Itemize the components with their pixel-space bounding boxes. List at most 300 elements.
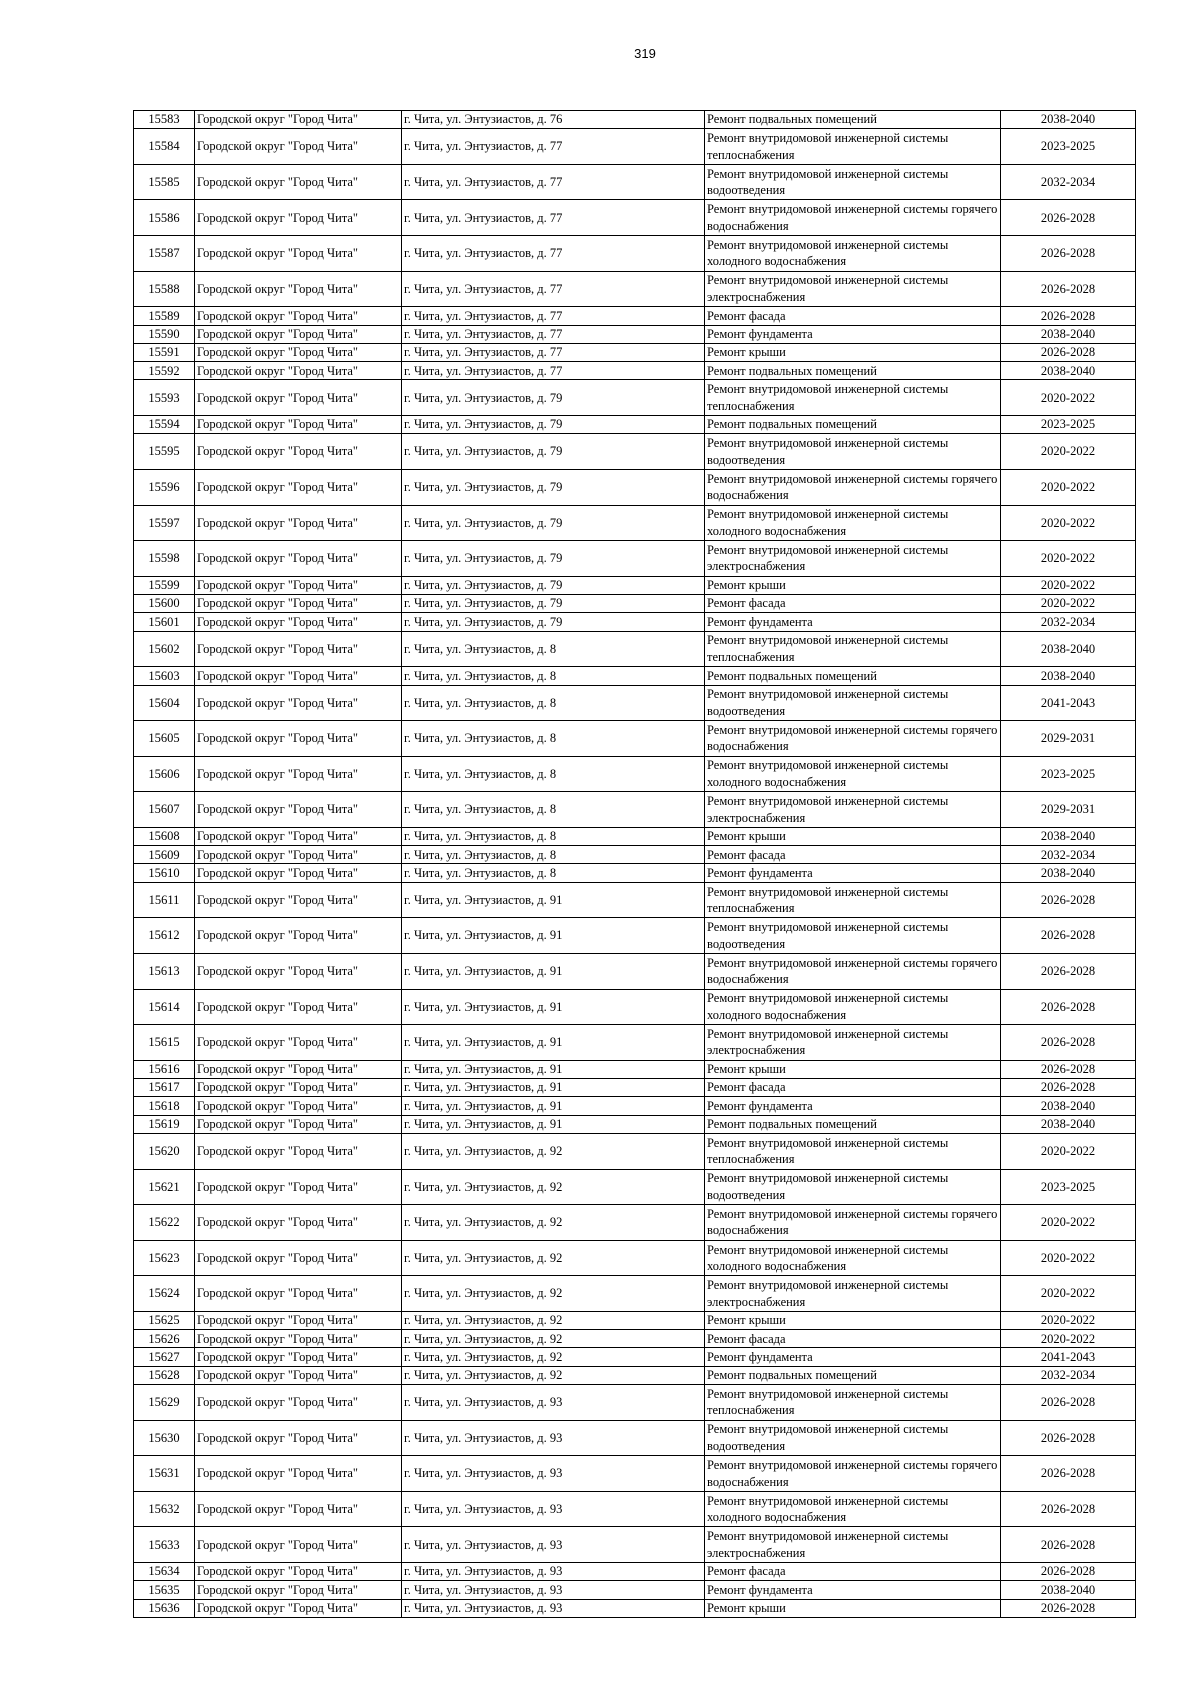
municipality-cell: Городской округ "Город Чита" — [195, 1079, 402, 1097]
address-cell: г. Чита, ул. Энтузиастов, д. 92 — [402, 1133, 705, 1169]
row-number: 15583 — [134, 111, 195, 129]
work-type-cell: Ремонт подвальных помещений — [705, 362, 1001, 380]
row-number: 15595 — [134, 434, 195, 470]
table-row — [134, 1115, 1136, 1133]
municipality-cell: Городской округ "Город Чита" — [195, 362, 402, 380]
table-row — [134, 1456, 1136, 1492]
table-row — [134, 1311, 1136, 1329]
period-cell: 2020-2022 — [1001, 1133, 1136, 1169]
row-number: 15612 — [134, 918, 195, 954]
address-cell: г. Чита, ул. Энтузиастов, д. 91 — [402, 989, 705, 1025]
table-row — [134, 362, 1136, 380]
row-number: 15622 — [134, 1205, 195, 1241]
table-row — [134, 1581, 1136, 1599]
work-type-cell: Ремонт внутридомовой инженерной системы теплоснабжения — [705, 129, 1001, 165]
period-cell: 2020-2022 — [1001, 469, 1136, 505]
work-type-cell: Ремонт подвальных помещений — [705, 416, 1001, 434]
municipality-cell: Городской округ "Город Чита" — [195, 864, 402, 882]
period-cell: 2032-2034 — [1001, 1366, 1136, 1384]
work-type-cell: Ремонт внутридомовой инженерной системы водоотведения — [705, 685, 1001, 721]
work-type-cell: Ремонт внутридомовой инженерной системы холодного водоснабжения — [705, 989, 1001, 1025]
period-cell: 2026-2028 — [1001, 1456, 1136, 1492]
row-number: 15585 — [134, 164, 195, 200]
municipality-cell: Городской округ "Город Чита" — [195, 631, 402, 667]
table-row — [134, 576, 1136, 594]
table-row — [134, 953, 1136, 989]
table-row — [134, 864, 1136, 882]
municipality-cell: Городской округ "Город Чита" — [195, 505, 402, 541]
period-cell: 2023-2025 — [1001, 129, 1136, 165]
address-cell: г. Чита, ул. Энтузиастов, д. 91 — [402, 1079, 705, 1097]
period-cell: 2032-2034 — [1001, 164, 1136, 200]
period-cell: 2029-2031 — [1001, 792, 1136, 828]
period-cell: 2026-2028 — [1001, 882, 1136, 918]
row-number: 15634 — [134, 1563, 195, 1581]
address-cell: г. Чита, ул. Энтузиастов, д. 77 — [402, 164, 705, 200]
municipality-cell: Городской округ "Город Чита" — [195, 576, 402, 594]
address-cell: г. Чита, ул. Энтузиастов, д. 79 — [402, 541, 705, 577]
table-row — [134, 469, 1136, 505]
period-cell: 2023-2025 — [1001, 1169, 1136, 1205]
address-cell: г. Чита, ул. Энтузиастов, д. 92 — [402, 1330, 705, 1348]
work-type-cell: Ремонт внутридомовой инженерной системы электроснабжения — [705, 1527, 1001, 1563]
row-number: 15616 — [134, 1060, 195, 1078]
municipality-cell: Городской округ "Город Чита" — [195, 1133, 402, 1169]
work-type-cell: Ремонт крыши — [705, 576, 1001, 594]
row-number: 15599 — [134, 576, 195, 594]
address-cell: г. Чита, ул. Энтузиастов, д. 8 — [402, 667, 705, 685]
municipality-cell: Городской округ "Город Чита" — [195, 827, 402, 845]
municipality-cell: Городской округ "Город Чита" — [195, 1169, 402, 1205]
municipality-cell: Городской округ "Город Чита" — [195, 343, 402, 361]
municipality-cell: Городской округ "Город Чита" — [195, 325, 402, 343]
municipality-cell: Городской округ "Город Чита" — [195, 953, 402, 989]
period-cell: 2038-2040 — [1001, 1097, 1136, 1115]
row-number: 15611 — [134, 882, 195, 918]
municipality-cell: Городской округ "Город Чита" — [195, 613, 402, 631]
address-cell: г. Чита, ул. Энтузиастов, д. 8 — [402, 721, 705, 757]
row-number: 15629 — [134, 1385, 195, 1421]
table-row — [134, 1240, 1136, 1276]
municipality-cell: Городской округ "Город Чита" — [195, 164, 402, 200]
table-row — [134, 1366, 1136, 1384]
address-cell: г. Чита, ул. Энтузиастов, д. 92 — [402, 1240, 705, 1276]
work-type-cell: Ремонт фундамента — [705, 1348, 1001, 1366]
municipality-cell: Городской округ "Город Чита" — [195, 541, 402, 577]
municipality-cell: Городской округ "Город Чита" — [195, 236, 402, 272]
row-number: 15623 — [134, 1240, 195, 1276]
period-cell: 2020-2022 — [1001, 380, 1136, 416]
table-row — [134, 792, 1136, 828]
row-number: 15614 — [134, 989, 195, 1025]
row-number: 15619 — [134, 1115, 195, 1133]
table-row — [134, 595, 1136, 613]
table-row — [134, 1599, 1136, 1617]
row-number: 15587 — [134, 236, 195, 272]
address-cell: г. Чита, ул. Энтузиастов, д. 77 — [402, 271, 705, 307]
period-cell: 2023-2025 — [1001, 416, 1136, 434]
row-number: 15593 — [134, 380, 195, 416]
address-cell: г. Чита, ул. Энтузиастов, д. 79 — [402, 416, 705, 434]
address-cell: г. Чита, ул. Энтузиастов, д. 8 — [402, 864, 705, 882]
address-cell: г. Чита, ул. Энтузиастов, д. 92 — [402, 1366, 705, 1384]
row-number: 15602 — [134, 631, 195, 667]
period-cell: 2026-2028 — [1001, 1079, 1136, 1097]
work-type-cell: Ремонт фундамента — [705, 613, 1001, 631]
period-cell: 2038-2040 — [1001, 325, 1136, 343]
work-type-cell: Ремонт подвальных помещений — [705, 1366, 1001, 1384]
row-number: 15604 — [134, 685, 195, 721]
work-type-cell: Ремонт подвальных помещений — [705, 111, 1001, 129]
work-type-cell: Ремонт фасада — [705, 1079, 1001, 1097]
table-row — [134, 1563, 1136, 1581]
table-row — [134, 827, 1136, 845]
municipality-cell: Городской округ "Город Чита" — [195, 129, 402, 165]
row-number: 15597 — [134, 505, 195, 541]
work-type-cell: Ремонт внутридомовой инженерной системы горячего водоснабжения — [705, 1205, 1001, 1241]
table-row — [134, 434, 1136, 470]
municipality-cell: Городской округ "Город Чита" — [195, 792, 402, 828]
address-cell: г. Чита, ул. Энтузиастов, д. 92 — [402, 1276, 705, 1312]
address-cell: г. Чита, ул. Энтузиастов, д. 8 — [402, 685, 705, 721]
work-type-cell: Ремонт фундамента — [705, 1097, 1001, 1115]
address-cell: г. Чита, ул. Энтузиастов, д. 92 — [402, 1311, 705, 1329]
row-number: 15633 — [134, 1527, 195, 1563]
period-cell: 2038-2040 — [1001, 111, 1136, 129]
work-type-cell: Ремонт внутридомовой инженерной системы холодного водоснабжения — [705, 756, 1001, 792]
address-cell: г. Чита, ул. Энтузиастов, д. 76 — [402, 111, 705, 129]
address-cell: г. Чита, ул. Энтузиастов, д. 8 — [402, 756, 705, 792]
row-number: 15613 — [134, 953, 195, 989]
period-cell: 2038-2040 — [1001, 362, 1136, 380]
work-type-cell: Ремонт фундамента — [705, 325, 1001, 343]
row-number: 15606 — [134, 756, 195, 792]
address-cell: г. Чита, ул. Энтузиастов, д. 79 — [402, 613, 705, 631]
period-cell: 2026-2028 — [1001, 271, 1136, 307]
work-type-cell: Ремонт внутридомовой инженерной системы холодного водоснабжения — [705, 1491, 1001, 1527]
period-cell: 2020-2022 — [1001, 1330, 1136, 1348]
table-row — [134, 1079, 1136, 1097]
period-cell: 2026-2028 — [1001, 1025, 1136, 1061]
row-number: 15630 — [134, 1420, 195, 1456]
table-row — [134, 1205, 1136, 1241]
municipality-cell: Городской округ "Город Чита" — [195, 200, 402, 236]
municipality-cell: Городской округ "Город Чита" — [195, 1527, 402, 1563]
work-type-cell: Ремонт внутридомовой инженерной системы электроснабжения — [705, 1025, 1001, 1061]
table-row — [134, 236, 1136, 272]
row-number: 15626 — [134, 1330, 195, 1348]
table-row — [134, 846, 1136, 864]
work-type-cell: Ремонт фасада — [705, 1563, 1001, 1581]
period-cell: 2026-2028 — [1001, 343, 1136, 361]
period-cell: 2020-2022 — [1001, 434, 1136, 470]
table-row — [134, 1169, 1136, 1205]
work-type-cell: Ремонт фасада — [705, 1330, 1001, 1348]
address-cell: г. Чита, ул. Энтузиастов, д. 91 — [402, 1097, 705, 1115]
table-row — [134, 541, 1136, 577]
period-cell: 2026-2028 — [1001, 1563, 1136, 1581]
address-cell: г. Чита, ул. Энтузиастов, д. 93 — [402, 1527, 705, 1563]
table-row — [134, 721, 1136, 757]
period-cell: 2038-2040 — [1001, 667, 1136, 685]
row-number: 15589 — [134, 307, 195, 325]
table-row — [134, 380, 1136, 416]
municipality-cell: Городской округ "Город Чита" — [195, 1311, 402, 1329]
period-cell: 2026-2028 — [1001, 236, 1136, 272]
work-type-cell: Ремонт внутридомовой инженерной системы холодного водоснабжения — [705, 236, 1001, 272]
municipality-cell: Городской округ "Город Чита" — [195, 1276, 402, 1312]
address-cell: г. Чита, ул. Энтузиастов, д. 77 — [402, 343, 705, 361]
address-cell: г. Чита, ул. Энтузиастов, д. 77 — [402, 362, 705, 380]
table-row — [134, 1491, 1136, 1527]
address-cell: г. Чита, ул. Энтузиастов, д. 79 — [402, 576, 705, 594]
work-type-cell: Ремонт крыши — [705, 1599, 1001, 1617]
municipality-cell: Городской округ "Город Чита" — [195, 989, 402, 1025]
work-type-cell: Ремонт фасада — [705, 846, 1001, 864]
work-type-cell: Ремонт крыши — [705, 827, 1001, 845]
work-type-cell: Ремонт внутридомовой инженерной системы горячего водоснабжения — [705, 1456, 1001, 1492]
address-cell: г. Чита, ул. Энтузиастов, д. 92 — [402, 1348, 705, 1366]
row-number: 15625 — [134, 1311, 195, 1329]
municipality-cell: Городской округ "Город Чита" — [195, 1563, 402, 1581]
municipality-cell: Городской округ "Город Чита" — [195, 1599, 402, 1617]
work-type-cell: Ремонт внутридомовой инженерной системы электроснабжения — [705, 792, 1001, 828]
row-number: 15590 — [134, 325, 195, 343]
table-row — [134, 1385, 1136, 1421]
address-cell: г. Чита, ул. Энтузиастов, д. 93 — [402, 1491, 705, 1527]
municipality-cell: Городской округ "Город Чита" — [195, 1581, 402, 1599]
address-cell: г. Чита, ул. Энтузиастов, д. 93 — [402, 1456, 705, 1492]
table-row — [134, 129, 1136, 165]
table-row — [134, 325, 1136, 343]
row-number: 15586 — [134, 200, 195, 236]
period-cell: 2020-2022 — [1001, 1276, 1136, 1312]
municipality-cell: Городской округ "Город Чита" — [195, 434, 402, 470]
municipality-cell: Городской округ "Город Чита" — [195, 595, 402, 613]
address-cell: г. Чита, ул. Энтузиастов, д. 91 — [402, 953, 705, 989]
row-number: 15615 — [134, 1025, 195, 1061]
address-cell: г. Чита, ул. Энтузиастов, д. 93 — [402, 1599, 705, 1617]
municipality-cell: Городской округ "Город Чита" — [195, 1060, 402, 1078]
period-cell: 2020-2022 — [1001, 576, 1136, 594]
municipality-cell: Городской округ "Город Чита" — [195, 1491, 402, 1527]
address-cell: г. Чита, ул. Энтузиастов, д. 77 — [402, 129, 705, 165]
period-cell: 2026-2028 — [1001, 307, 1136, 325]
table-body — [134, 111, 1136, 1618]
work-type-cell: Ремонт фасада — [705, 307, 1001, 325]
address-cell: г. Чита, ул. Энтузиастов, д. 91 — [402, 1060, 705, 1078]
work-type-cell: Ремонт внутридомовой инженерной системы водоотведения — [705, 434, 1001, 470]
row-number: 15592 — [134, 362, 195, 380]
row-number: 15632 — [134, 1491, 195, 1527]
municipality-cell: Городской округ "Город Чита" — [195, 918, 402, 954]
row-number: 15627 — [134, 1348, 195, 1366]
row-number: 15610 — [134, 864, 195, 882]
table-row — [134, 1097, 1136, 1115]
municipality-cell: Городской округ "Город Чита" — [195, 1420, 402, 1456]
table-row — [134, 1420, 1136, 1456]
row-number: 15621 — [134, 1169, 195, 1205]
address-cell: г. Чита, ул. Энтузиастов, д. 79 — [402, 434, 705, 470]
row-number: 15635 — [134, 1581, 195, 1599]
address-cell: г. Чита, ул. Энтузиастов, д. 79 — [402, 505, 705, 541]
table-row — [134, 307, 1136, 325]
work-type-cell: Ремонт внутридомовой инженерной системы электроснабжения — [705, 541, 1001, 577]
table-row — [134, 1276, 1136, 1312]
table-row — [134, 1527, 1136, 1563]
work-type-cell: Ремонт внутридомовой инженерной системы теплоснабжения — [705, 1133, 1001, 1169]
municipality-cell: Городской округ "Город Чита" — [195, 111, 402, 129]
table-row — [134, 989, 1136, 1025]
row-number: 15594 — [134, 416, 195, 434]
repair-schedule-table — [133, 110, 1136, 1618]
work-type-cell: Ремонт внутридомовой инженерной системы теплоснабжения — [705, 631, 1001, 667]
work-type-cell: Ремонт внутридомовой инженерной системы водоотведения — [705, 1169, 1001, 1205]
table-row — [134, 200, 1136, 236]
work-type-cell: Ремонт фундамента — [705, 864, 1001, 882]
address-cell: г. Чита, ул. Энтузиастов, д. 8 — [402, 827, 705, 845]
work-type-cell: Ремонт внутридомовой инженерной системы горячего водоснабжения — [705, 469, 1001, 505]
period-cell: 2026-2028 — [1001, 1527, 1136, 1563]
row-number: 15636 — [134, 1599, 195, 1617]
table-row — [134, 111, 1136, 129]
municipality-cell: Городской округ "Город Чита" — [195, 667, 402, 685]
row-number: 15596 — [134, 469, 195, 505]
work-type-cell: Ремонт внутридомовой инженерной системы горячего водоснабжения — [705, 953, 1001, 989]
table-row — [134, 343, 1136, 361]
work-type-cell: Ремонт крыши — [705, 1060, 1001, 1078]
address-cell: г. Чита, ул. Энтузиастов, д. 77 — [402, 307, 705, 325]
row-number: 15624 — [134, 1276, 195, 1312]
municipality-cell: Городской округ "Город Чита" — [195, 1385, 402, 1421]
municipality-cell: Городской округ "Город Чита" — [195, 1348, 402, 1366]
period-cell: 2020-2022 — [1001, 1240, 1136, 1276]
address-cell: г. Чита, ул. Энтузиастов, д. 91 — [402, 1025, 705, 1061]
table-row — [134, 1025, 1136, 1061]
table-row — [134, 1330, 1136, 1348]
row-number: 15618 — [134, 1097, 195, 1115]
row-number: 15598 — [134, 541, 195, 577]
row-number: 15628 — [134, 1366, 195, 1384]
address-cell: г. Чита, ул. Энтузиастов, д. 92 — [402, 1169, 705, 1205]
municipality-cell: Городской округ "Город Чита" — [195, 380, 402, 416]
municipality-cell: Городской округ "Город Чита" — [195, 469, 402, 505]
period-cell: 2038-2040 — [1001, 864, 1136, 882]
municipality-cell: Городской округ "Город Чита" — [195, 721, 402, 757]
address-cell: г. Чита, ул. Энтузиастов, д. 77 — [402, 236, 705, 272]
work-type-cell: Ремонт крыши — [705, 1311, 1001, 1329]
period-cell: 2029-2031 — [1001, 721, 1136, 757]
work-type-cell: Ремонт подвальных помещений — [705, 1115, 1001, 1133]
municipality-cell: Городской округ "Город Чита" — [195, 882, 402, 918]
address-cell: г. Чита, ул. Энтузиастов, д. 91 — [402, 918, 705, 954]
period-cell: 2026-2028 — [1001, 1599, 1136, 1617]
row-number: 15609 — [134, 846, 195, 864]
row-number: 15620 — [134, 1133, 195, 1169]
period-cell: 2032-2034 — [1001, 846, 1136, 864]
period-cell: 2032-2034 — [1001, 613, 1136, 631]
table-row — [134, 882, 1136, 918]
address-cell: г. Чита, ул. Энтузиастов, д. 8 — [402, 792, 705, 828]
municipality-cell: Городской округ "Город Чита" — [195, 1097, 402, 1115]
address-cell: г. Чита, ул. Энтузиастов, д. 77 — [402, 325, 705, 343]
work-type-cell: Ремонт внутридомовой инженерной системы холодного водоснабжения — [705, 1240, 1001, 1276]
table-row — [134, 1060, 1136, 1078]
municipality-cell: Городской округ "Город Чита" — [195, 1025, 402, 1061]
table-row — [134, 667, 1136, 685]
address-cell: г. Чита, ул. Энтузиастов, д. 91 — [402, 1115, 705, 1133]
work-type-cell: Ремонт внутридомовой инженерной системы горячего водоснабжения — [705, 721, 1001, 757]
work-type-cell: Ремонт внутридомовой инженерной системы водоотведения — [705, 1420, 1001, 1456]
period-cell: 2020-2022 — [1001, 505, 1136, 541]
work-type-cell: Ремонт внутридомовой инженерной системы водоотведения — [705, 164, 1001, 200]
work-type-cell: Ремонт внутридомовой инженерной системы водоотведения — [705, 918, 1001, 954]
work-type-cell: Ремонт внутридомовой инженерной системы холодного водоснабжения — [705, 505, 1001, 541]
table-row — [134, 271, 1136, 307]
municipality-cell: Городской округ "Город Чита" — [195, 416, 402, 434]
period-cell: 2026-2028 — [1001, 1491, 1136, 1527]
period-cell: 2038-2040 — [1001, 1581, 1136, 1599]
municipality-cell: Городской округ "Город Чита" — [195, 846, 402, 864]
period-cell: 2038-2040 — [1001, 827, 1136, 845]
table-row — [134, 1133, 1136, 1169]
address-cell: г. Чита, ул. Энтузиастов, д. 77 — [402, 200, 705, 236]
row-number: 15600 — [134, 595, 195, 613]
address-cell: г. Чита, ул. Энтузиастов, д. 93 — [402, 1385, 705, 1421]
municipality-cell: Городской округ "Город Чита" — [195, 1456, 402, 1492]
address-cell: г. Чита, ул. Энтузиастов, д. 91 — [402, 882, 705, 918]
address-cell: г. Чита, ул. Энтузиастов, д. 79 — [402, 380, 705, 416]
period-cell: 2026-2028 — [1001, 953, 1136, 989]
table-row — [134, 164, 1136, 200]
period-cell: 2026-2028 — [1001, 1420, 1136, 1456]
work-type-cell: Ремонт подвальных помещений — [705, 667, 1001, 685]
municipality-cell: Городской округ "Город Чита" — [195, 756, 402, 792]
row-number: 15584 — [134, 129, 195, 165]
table-row — [134, 1348, 1136, 1366]
period-cell: 2041-2043 — [1001, 1348, 1136, 1366]
table-row — [134, 631, 1136, 667]
work-type-cell: Ремонт фундамента — [705, 1581, 1001, 1599]
row-number: 15617 — [134, 1079, 195, 1097]
period-cell: 2038-2040 — [1001, 1115, 1136, 1133]
period-cell: 2038-2040 — [1001, 631, 1136, 667]
row-number: 15601 — [134, 613, 195, 631]
row-number: 15607 — [134, 792, 195, 828]
period-cell: 2020-2022 — [1001, 1205, 1136, 1241]
page-number: 319 — [634, 46, 656, 61]
address-cell: г. Чита, ул. Энтузиастов, д. 93 — [402, 1563, 705, 1581]
period-cell: 2020-2022 — [1001, 595, 1136, 613]
municipality-cell: Городской округ "Город Чита" — [195, 1366, 402, 1384]
period-cell: 2026-2028 — [1001, 1385, 1136, 1421]
row-number: 15631 — [134, 1456, 195, 1492]
work-type-cell: Ремонт внутридомовой инженерной системы электроснабжения — [705, 271, 1001, 307]
table-row — [134, 918, 1136, 954]
period-cell: 2026-2028 — [1001, 1060, 1136, 1078]
municipality-cell: Городской округ "Город Чита" — [195, 1330, 402, 1348]
work-type-cell: Ремонт крыши — [705, 343, 1001, 361]
municipality-cell: Городской округ "Город Чита" — [195, 1205, 402, 1241]
table-row — [134, 416, 1136, 434]
row-number: 15588 — [134, 271, 195, 307]
work-type-cell: Ремонт внутридомовой инженерной системы электроснабжения — [705, 1276, 1001, 1312]
period-cell: 2023-2025 — [1001, 756, 1136, 792]
table-row — [134, 756, 1136, 792]
period-cell: 2020-2022 — [1001, 1311, 1136, 1329]
work-type-cell: Ремонт внутридомовой инженерной системы горячего водоснабжения — [705, 200, 1001, 236]
municipality-cell: Городской округ "Город Чита" — [195, 685, 402, 721]
